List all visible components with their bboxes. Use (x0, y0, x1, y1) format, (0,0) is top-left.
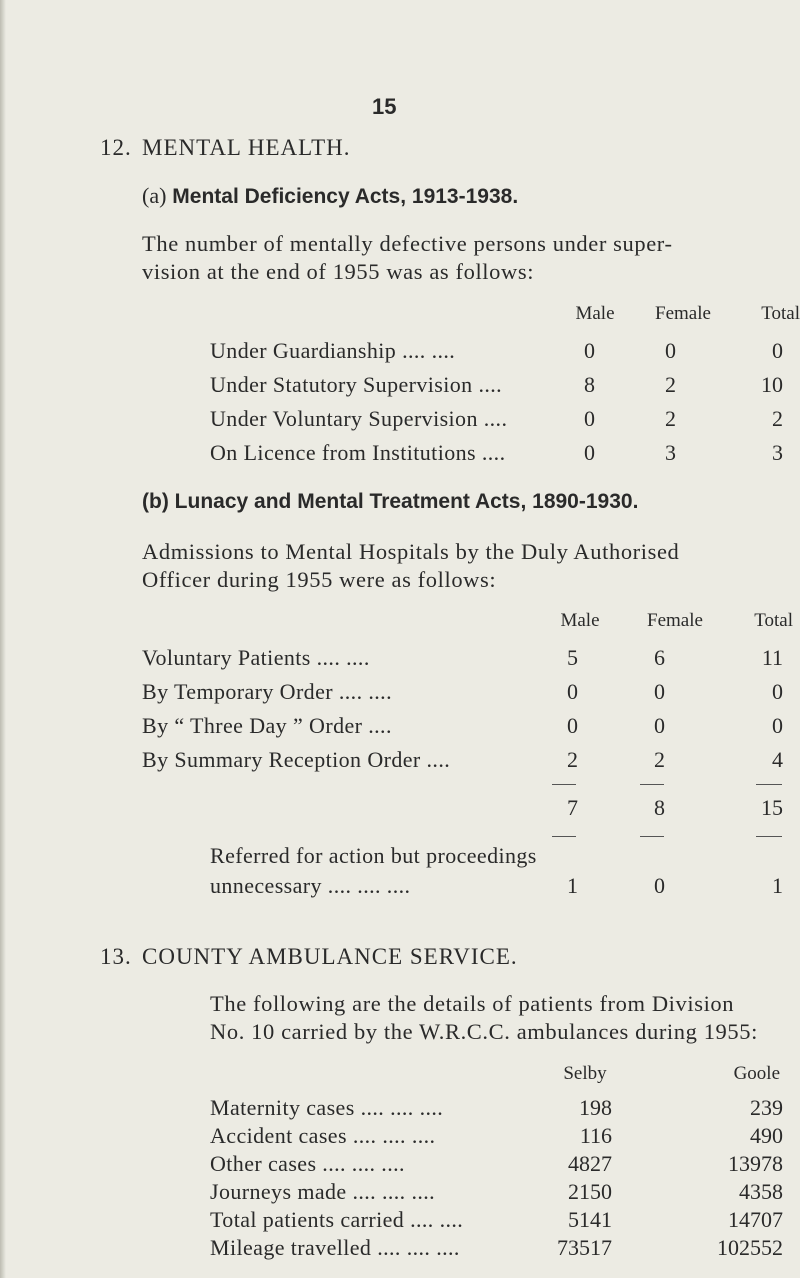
page-number: 15 (372, 94, 397, 119)
table-c-row-selby: 2150 (568, 1179, 612, 1204)
table-a-row-label: Under Voluntary Supervision .... (210, 406, 508, 431)
table-a-row-male: 0 (584, 338, 595, 363)
table-a-row-male: 8 (584, 372, 595, 397)
table-c-row-selby: 198 (579, 1095, 612, 1120)
table-c-row-selby: 116 (579, 1123, 612, 1148)
table-b-row-male: 0 (567, 713, 578, 738)
table-b-row-total: 0 (772, 713, 783, 738)
table-c-row-label: Mileage travelled .... .... .... (210, 1235, 460, 1260)
table-c-row-goole: 239 (750, 1095, 783, 1120)
table-a-row-total: 0 (772, 338, 783, 363)
table-c-header-goole: Goole (733, 1063, 780, 1084)
section-13-intro-line1: The following are the details of patients from Division (210, 991, 735, 1016)
subsection-b-title: Lunacy and Mental Treatment Acts, 1890-1930. (174, 490, 639, 513)
table-c-row-label: Maternity cases .... .... .... (210, 1095, 444, 1120)
table-b-total-male: 7 (567, 795, 578, 820)
table-c-row-selby: 73517 (557, 1235, 612, 1260)
referred-label-line1: Referred for action but proceedings (210, 843, 537, 868)
table-a-header-male: Male (575, 303, 615, 324)
referred-male: 1 (567, 873, 578, 898)
table-a-row-label: On Licence from Institutions .... (210, 440, 506, 465)
table-b-row-male: 0 (567, 679, 578, 704)
section-13-number: 13. (100, 944, 132, 969)
sum-rule-female (640, 784, 664, 785)
table-b-header-male: Male (560, 610, 600, 631)
table-c-row-goole: 13978 (728, 1151, 783, 1176)
sum-rule-male (552, 836, 576, 837)
table-a-row-total: 3 (772, 440, 783, 465)
table-c-row-goole: 14707 (728, 1207, 783, 1232)
subsection-a-heading (142, 183, 518, 209)
subsection-a-intro-line2: vision at the end of 1955 was as follows: (142, 259, 535, 284)
table-b-row-female: 0 (654, 679, 665, 704)
subsection-b-label: (b) (142, 490, 169, 513)
referred-total: 1 (772, 873, 783, 898)
table-b-row-label: Voluntary Patients .... .... (142, 645, 370, 670)
table-c-row-selby: 4827 (568, 1151, 612, 1176)
subsection-b-intro-line2: Officer during 1955 were as follows: (142, 567, 497, 592)
table-b-row-male: 2 (567, 747, 578, 772)
sum-rule-male (552, 784, 576, 785)
table-a-row-label: Under Guardianship .... .... (210, 338, 456, 363)
section-12-title: MENTAL HEALTH. (142, 135, 351, 160)
table-a-row-total: 2 (772, 406, 783, 431)
table-b-header-female: Female (647, 610, 703, 631)
sum-rule-female (640, 836, 664, 837)
referred-female: 0 (654, 873, 665, 898)
table-a-row-female: 2 (665, 406, 676, 431)
table-b-row-female: 6 (654, 645, 665, 670)
table-a-row-female: 0 (665, 338, 676, 363)
subsection-a-intro-line1: The number of mentally defective persons under super- (142, 231, 673, 256)
table-c-row-selby: 5141 (568, 1207, 612, 1232)
sum-rule-total (756, 784, 782, 785)
subsection-a-label: (a) (142, 183, 167, 208)
section-13-title: COUNTY AMBULANCE SERVICE. (142, 944, 518, 969)
table-a-row-male: 0 (584, 440, 595, 465)
table-a-header-female: Female (655, 303, 711, 324)
subsection-b-heading (142, 490, 638, 514)
table-c-row-label: Accident cases .... .... .... (210, 1123, 436, 1148)
table-b-row-total: 0 (772, 679, 783, 704)
table-b-row-female: 0 (654, 713, 665, 738)
table-c-row-goole: 490 (750, 1123, 783, 1148)
referred-label-line2: unnecessary .... .... .... (210, 873, 411, 898)
page-edge-shadow (0, 0, 6, 1278)
table-b-row-total: 4 (772, 747, 783, 772)
table-b-total-total: 15 (761, 795, 783, 820)
table-a-row-female: 3 (665, 440, 676, 465)
table-b-row-total: 11 (761, 645, 783, 670)
table-b-row-female: 2 (654, 747, 665, 772)
table-b-row-label: By Temporary Order .... .... (142, 679, 392, 704)
table-b-row-label: By “ Three Day ” Order .... (142, 713, 392, 738)
section-12-number: 12. (100, 135, 132, 160)
table-b-header-total: Total (754, 610, 793, 631)
table-a-row-total: 10 (761, 372, 783, 397)
sum-rule-total (756, 836, 782, 837)
table-b-row-label: By Summary Reception Order .... (142, 747, 451, 772)
table-c-row-label: Journeys made .... .... .... (210, 1179, 436, 1204)
table-b-row-male: 5 (567, 645, 578, 670)
table-c-header-selby: Selby (563, 1063, 607, 1084)
table-a-row-male: 0 (584, 406, 595, 431)
table-b-total-female: 8 (654, 795, 665, 820)
table-c-row-goole: 102552 (717, 1235, 783, 1260)
section-13-intro-line2: No. 10 carried by the W.R.C.C. ambulances during 1955: (210, 1019, 758, 1044)
table-a-row-female: 2 (665, 372, 676, 397)
subsection-b-intro-line1: Admissions to Mental Hospitals by the Duly Authorised (142, 539, 680, 564)
table-c-row-goole: 4358 (739, 1179, 783, 1204)
table-a-header-total: Total (761, 303, 800, 324)
subsection-a-title: Mental Deficiency Acts, 1913-1938. (172, 185, 519, 208)
table-a-row-label: Under Statutory Supervision .... (210, 372, 503, 397)
table-c-row-label: Total patients carried .... .... (210, 1207, 464, 1232)
table-c-row-label: Other cases .... .... .... (210, 1151, 405, 1176)
